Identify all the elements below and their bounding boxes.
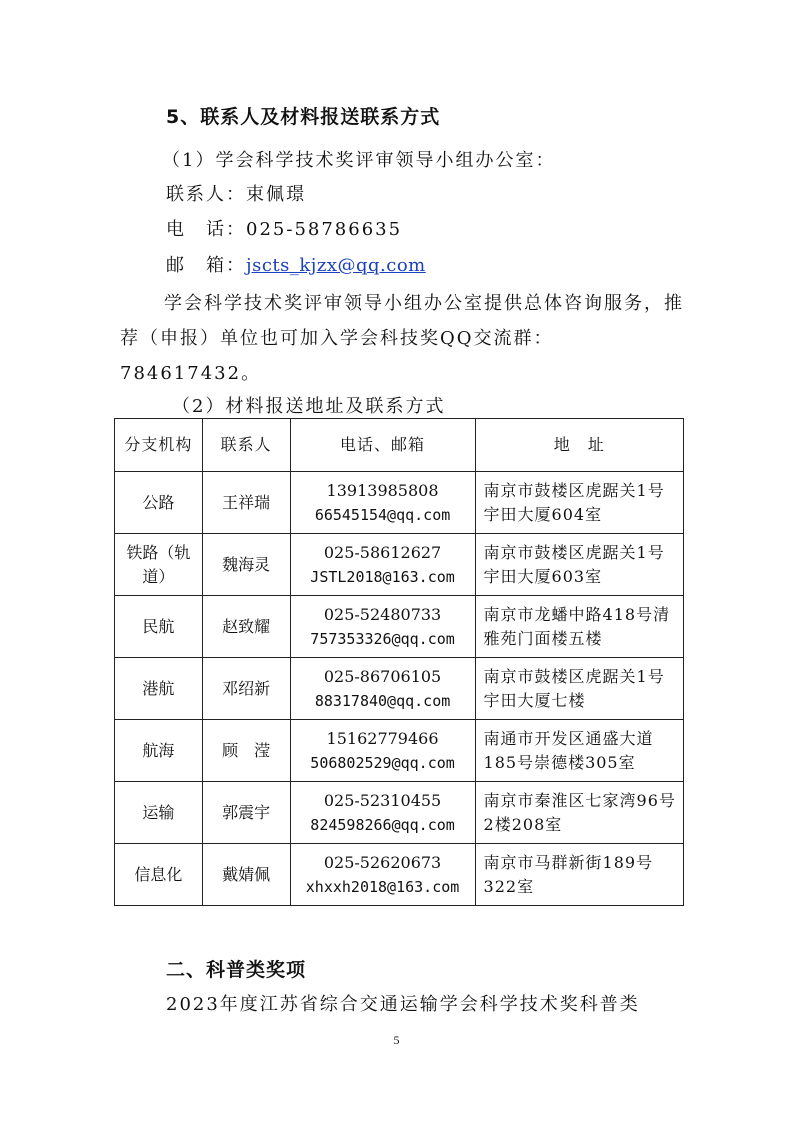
address-cell: 南京市龙蟠中路418号清雅苑门面楼五楼 [475,596,683,658]
branch-cell: 信息化 [115,844,203,906]
phone-email-cell [290,782,475,844]
email-text: JSTL2018@163.com [310,567,455,586]
email-link[interactable]: jscts_kjzx@qq.com [246,255,426,276]
contact-name: 束佩璟 [246,184,306,205]
email-text: xhxxh2018@163.com [305,877,460,896]
branch-cell: 铁路（轨道） [115,534,203,596]
email-text: 66545154@qq.com [314,505,451,524]
email-text: 506802529@qq.com [310,753,455,772]
table-row [115,658,684,720]
email-label: 邮 箱： [166,255,246,276]
phone-email-cell [290,720,475,782]
table-row [115,534,684,596]
phone-email-cell [290,844,475,906]
phone-label: 电 话： [166,219,246,240]
phone-text: 025-52310455 [323,790,442,810]
contact-person-line [166,180,306,206]
phone-email-cell [290,658,475,720]
phone-email-cell [290,472,475,534]
contact-cell: 赵致耀 [202,596,290,658]
address-cell: 南京市鼓楼区虎踞关1号宇田大厦604室 [475,472,683,534]
header-contact: 联系人 [202,419,290,472]
phone-email-cell [290,534,475,596]
table-row [115,596,684,658]
phone-text: 025-58612627 [323,542,442,562]
branch-cell: 港航 [115,658,203,720]
address-cell: 南通市开发区通盛大道185号崇德楼305室 [475,720,683,782]
header-branch: 分支机构 [115,419,203,472]
phone-text: 13913985808 [326,480,439,500]
consult-paragraph: 学会科学技术奖评审领导小组办公室提供总体咨询服务，推荐（申报）单位也可加入学会科技奖QQ交流群：784617432。 [120,293,684,384]
submit-title: （2）材料报送地址及联系方式 [172,396,446,417]
branch-cell: 运输 [115,782,203,844]
contact-cell: 王祥瑞 [202,472,290,534]
contact-cell: 郭震宇 [202,782,290,844]
phone-email-cell [290,596,475,658]
branch-cell: 公路 [115,472,203,534]
branch-cell: 航海 [115,720,203,782]
contact-cell: 顾 滢 [202,720,290,782]
address-cell: 南京市马群新街189号322室 [475,844,683,906]
table-row [115,782,684,844]
phone-value: 025-58786635 [246,219,403,240]
email-text: 824598266@qq.com [310,815,455,834]
contact-label: 联系人： [166,184,246,205]
table-row [115,844,684,906]
section-heading-popular-science: 二、科普类奖项 [166,959,307,981]
contact-cell: 魏海灵 [202,534,290,596]
phone-text: 025-52620673 [323,852,442,872]
table-header-row [115,419,684,472]
page-number: 5 [393,1033,400,1047]
phone-text: 025-86706105 [323,666,442,686]
phone-text: 15162779466 [326,728,439,748]
contact-cell: 邓绍新 [202,658,290,720]
section-heading-contacts: 5、联系人及材料报送联系方式 [166,106,441,128]
contacts-table [114,418,684,906]
table-row [115,720,684,782]
header-address: 地 址 [475,419,683,472]
address-cell: 南京市鼓楼区虎踞关1号宇田大厦七楼 [475,658,683,720]
contact-cell: 戴婧佩 [202,844,290,906]
popular-science-intro: 2023年度江苏省综合交通运输学会科学技术奖科普类 [166,994,640,1015]
email-text: 88317840@qq.com [314,691,451,710]
branch-cell: 民航 [115,596,203,658]
address-cell: 南京市鼓楼区虎踞关1号宇田大厦603室 [475,534,683,596]
email-line [166,251,426,277]
email-text: 757353326@qq.com [310,629,455,648]
table-row [115,472,684,534]
header-phone-email: 电话、邮箱 [290,419,475,472]
office-title: （1）学会科学技术奖评审领导小组办公室： [162,150,556,171]
address-cell: 南京市秦淮区七家湾96号2楼208室 [475,782,683,844]
phone-line [166,215,402,241]
phone-text: 025-52480733 [323,604,442,624]
